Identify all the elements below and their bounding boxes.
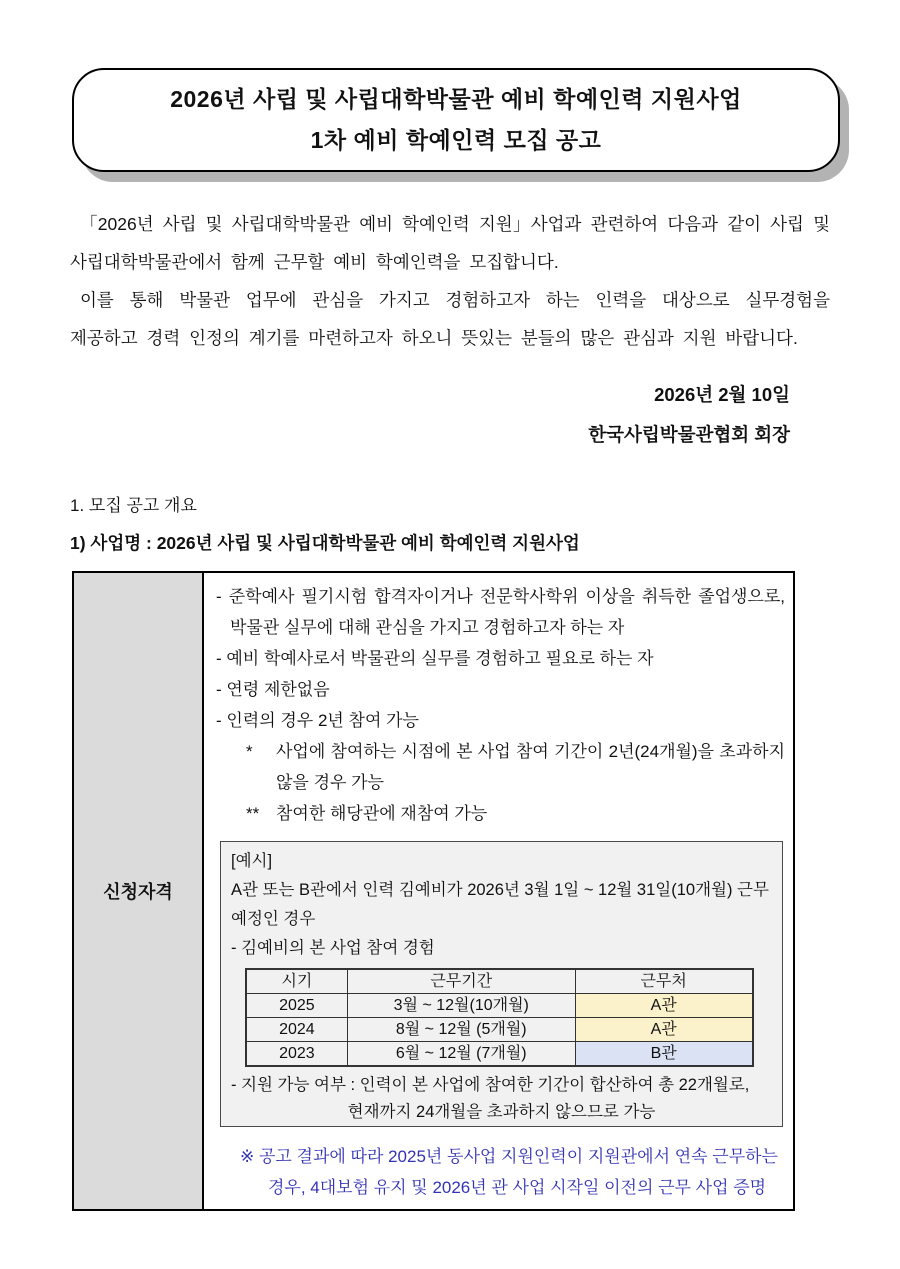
work-history-table — [245, 968, 754, 1067]
work-history-row-2024 — [246, 1018, 753, 1042]
intro-paragraph-2: 이를 통해 박물관 업무에 관심을 가지고 경험하고자 하는 인력을 대상으로 실무경험을 제공하고 경력 인정의 계기를 마련하고자 하오니 뜻있는 분들의 많은 관심과 지원 바랍니다. — [70, 290, 830, 348]
qualification-bullet-1: - 준학예사 필기시험 합격자이거나 전문학사학위 이상을 취득한 졸업생으로, 박물관 실무에 대해 관심을 가지고 경험하고자 하는 자 — [216, 587, 785, 637]
subnote-text: 참여한 해당관에 재참여 가능 — [276, 804, 488, 823]
cell-duration: 8월 ~ 12월 (5개월) — [347, 1018, 575, 1042]
work-history-row-2025 — [246, 994, 753, 1018]
signature-block — [70, 375, 790, 455]
blue-note — [216, 1141, 785, 1203]
example-intro: A관 또는 B관에서 인력 김예비가 2026년 3월 1일 ~ 12월 31일(10개월) 근무 예정인 경우 — [231, 881, 769, 928]
example-box — [220, 841, 783, 1127]
title-line-2: 1차 예비 학예인력 모집 공고 — [310, 127, 602, 153]
col-header-duration: 근무기간 — [347, 969, 575, 994]
work-history-header-row — [246, 969, 753, 994]
subnote-marker: ** — [246, 804, 260, 823]
blue-note-line-1: ※ 공고 결과에 따라 2025년 동사업 지원인력이 지원관에서 연속 근무하는 — [240, 1147, 778, 1166]
cell-place: B관 — [575, 1042, 752, 1067]
subnote-text: 사업에 참여하는 시점에 본 사업 참여 기간이 2년(24개월)을 초과하지 않을 경우 가능 — [276, 742, 785, 792]
cell-period: 2023 — [246, 1042, 347, 1067]
cell-place: A관 — [575, 994, 752, 1018]
cell-place: A관 — [575, 1018, 752, 1042]
qualification-table — [72, 571, 795, 1211]
qualification-bullet-2: - 예비 학예사로서 박물관의 실무를 경험하고 필요로 하는 자 — [216, 649, 654, 668]
qualification-row — [73, 572, 794, 1210]
announcement-date: 2026년 2월 10일 — [654, 384, 790, 405]
qualification-bullet-3: - 연령 제한없음 — [216, 680, 330, 699]
cell-duration: 6월 ~ 12월 (7개월) — [347, 1042, 575, 1067]
qualification-bullet-4: - 인력의 경우 2년 참여 가능 — [216, 711, 419, 730]
cell-period: 2024 — [246, 1018, 347, 1042]
qualification-row-header: 신청자격 — [73, 572, 203, 1210]
example-conclusion-line-1: - 지원 가능 여부 : 인력이 본 사업에 참여한 기간이 합산하여 총 22개월로, — [231, 1076, 750, 1094]
col-header-place: 근무처 — [575, 969, 752, 994]
title-box — [72, 68, 840, 172]
announcement-author: 한국사립박물관협회 회장 — [588, 424, 790, 445]
cell-period: 2025 — [246, 994, 347, 1018]
example-label: [예시] — [231, 852, 273, 870]
example-conclusion-line-2: 현재까지 24개월을 초과하지 않으므로 가능 — [347, 1103, 656, 1121]
qualification-content-cell — [203, 572, 794, 1210]
section-overview-heading: 1. 모집 공고 개요 — [70, 496, 197, 515]
section-project-name: 1) 사업명 : 2026년 사립 및 사립대학박물관 예비 학예인력 지원사업 — [70, 533, 580, 553]
blue-note-line-2: 경우, 4대보험 유지 및 2026년 관 사업 시작일 이전의 근무 사업 증명 — [268, 1178, 767, 1197]
example-subtitle: - 김예비의 본 사업 참여 경험 — [231, 939, 435, 957]
col-header-period: 시기 — [246, 969, 347, 994]
work-history-row-2023 — [246, 1042, 753, 1067]
intro-paragraph-1: 「2026년 사립 및 사립대학박물관 예비 학예인력 지원」사업과 관련하여 다음과 같이 사립 및 사립대학박물관에서 함께 근무할 예비 학예인력을 모집합니다. — [70, 214, 830, 272]
subnote-marker: * — [246, 742, 253, 761]
qualification-subnote-2 — [216, 798, 785, 829]
cell-duration: 3월 ~ 12월(10개월) — [347, 994, 575, 1018]
qualification-subnote-1 — [216, 736, 785, 798]
title-line-1: 2026년 사립 및 사립대학박물관 예비 학예인력 지원사업 — [170, 86, 742, 112]
intro-paragraphs — [70, 205, 830, 357]
